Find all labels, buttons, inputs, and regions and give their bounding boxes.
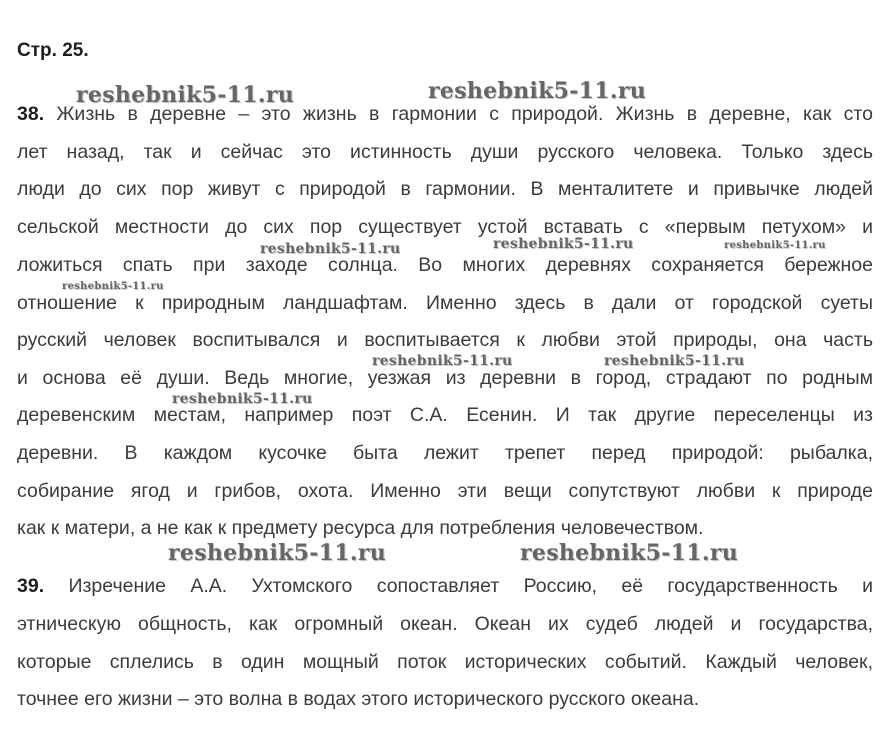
watermark: reshebnik5-11.ru	[62, 281, 164, 292]
watermark: reshebnik5-11.ru	[493, 236, 634, 252]
watermark: reshebnik5-11.ru	[172, 391, 313, 407]
watermark: reshebnik5-11.ru	[428, 78, 647, 104]
answer-38-line: и основа её души. Ведь многие, уезжая из деревни в город, страдают по родным	[17, 367, 873, 389]
answer-38-line: русский человек воспитывался и воспитывается к любви этой природы, она часть	[17, 329, 873, 351]
page-heading: Стр. 25.	[17, 40, 89, 61]
answer-38-line: ложиться спать при заходе солнца. Во многих деревнях сохраняется бережное	[17, 254, 873, 276]
answer-38-line: лет назад, так и сейчас это истинность души русского человека. Только здесь	[17, 141, 873, 163]
answer-38-line: сельской местности до сих пор существует устой вставать с «первым петухом» и	[17, 216, 873, 238]
watermark: reshebnik5-11.ru	[604, 353, 745, 369]
answer-38-number: 38.	[17, 103, 45, 125]
watermark: reshebnik5-11.ru	[260, 241, 401, 257]
watermark: reshebnik5-11.ru	[76, 82, 295, 108]
answer-38-line: деревенским местам, например поэт С.А. Есенин. И так другие переселенцы из	[17, 404, 873, 426]
answer-39-line: которые сплелись в один мощный поток исторических событий. Каждый человек,	[17, 651, 873, 673]
answer-39-number: 39.	[17, 575, 45, 597]
watermark: reshebnik5-11.ru	[372, 353, 513, 369]
answer-38-line: деревни. В каждом кусочке быта лежит трепет перед природой: рыбалка,	[17, 442, 873, 464]
answer-39-line: 39. Изречение А.А. Ухтомского сопоставляет Россию, её государственность и	[17, 575, 873, 597]
answer-38-line: собирание ягод и грибов, охота. Именно эти вещи сопутствуют любви к природе	[17, 480, 873, 502]
answer-39-line: точнее его жизни – это волна в водах этого исторического русского океана.	[17, 688, 700, 710]
answer-38-line: как к матери, а не как к предмету ресурса для потребления человечеством.	[17, 517, 704, 539]
answer-39-line: этническую общность, как огромный океан. Океан их судеб людей и государства,	[17, 613, 873, 635]
watermark: reshebnik5-11.ru	[724, 240, 826, 251]
watermark: reshebnik5-11.ru	[520, 540, 739, 566]
answer-38-line: 38. Жизнь в деревне – это жизнь в гармонии с природой. Жизнь в деревне, как сто	[17, 103, 873, 125]
watermark: reshebnik5-11.ru	[168, 540, 387, 566]
answer-38-line: люди до сих пор живут с природой в гармонии. В менталитете и привычке людей	[17, 178, 873, 200]
answer-38-line: отношение к природным ландшафтам. Именно здесь в дали от городской суеты	[17, 292, 873, 314]
